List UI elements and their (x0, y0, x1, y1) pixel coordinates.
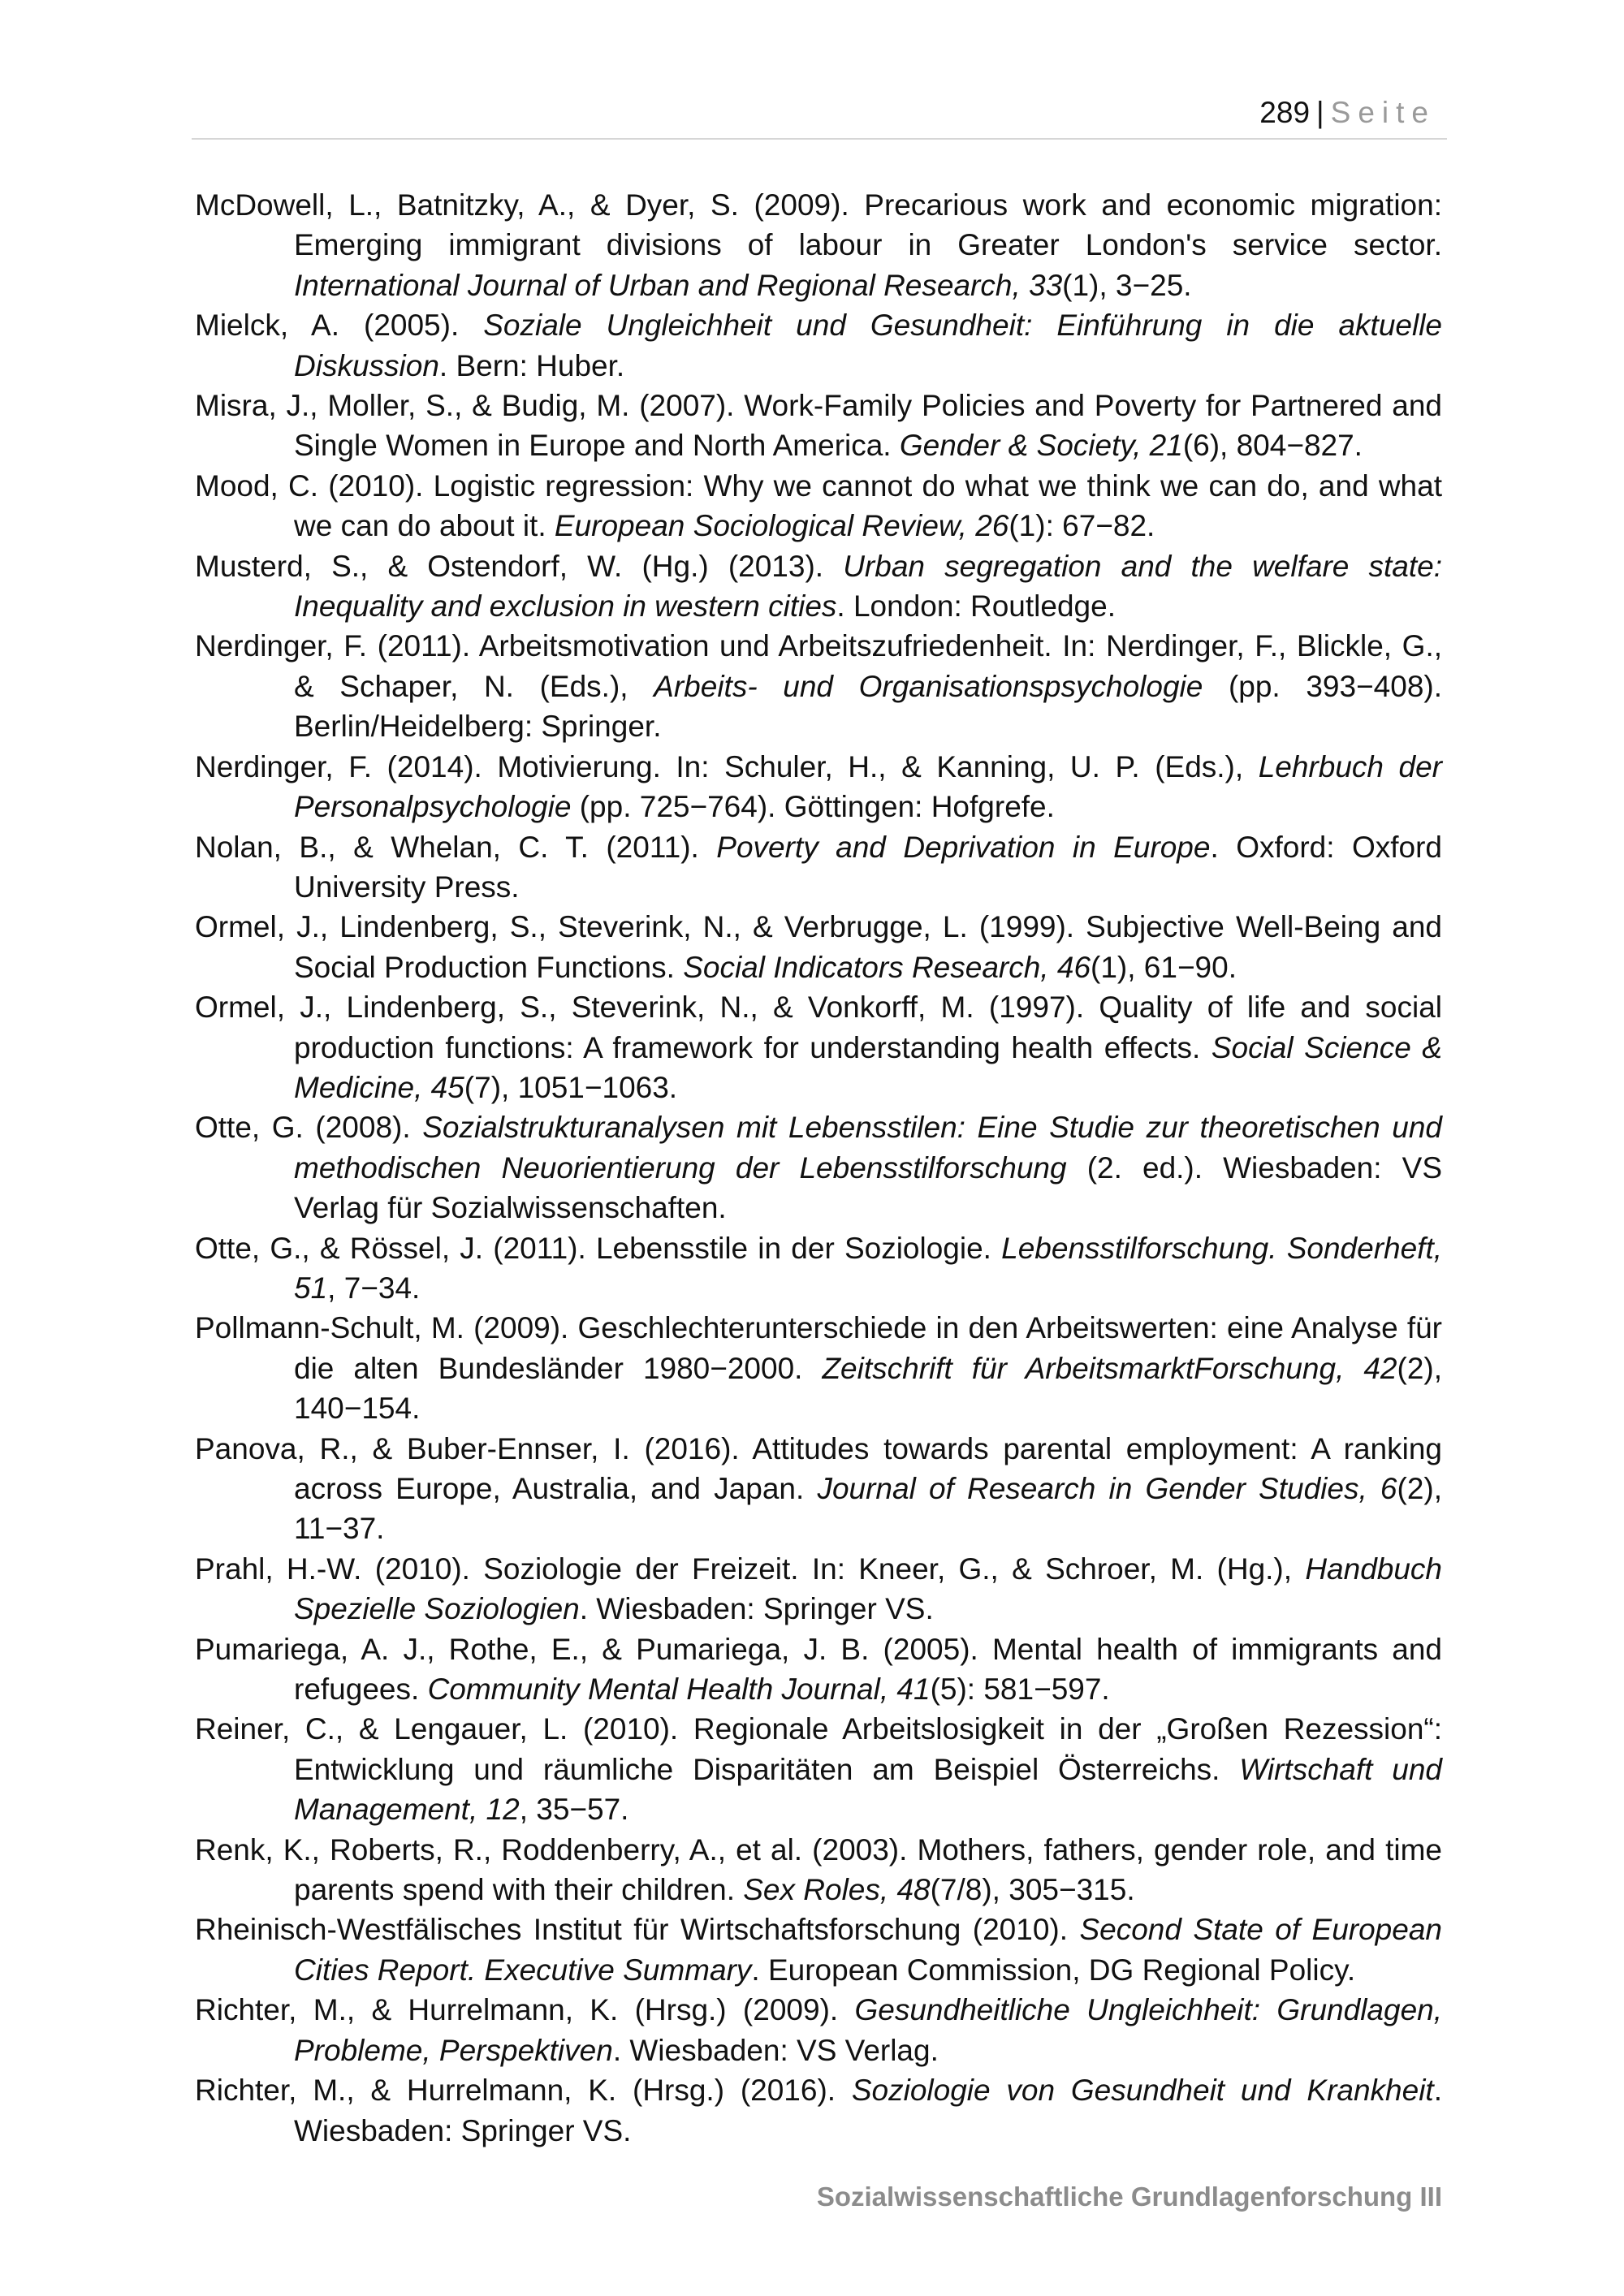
reference-suffix: (5): 581−597. (930, 1672, 1110, 1707)
reference-title: Urban segregation and the welfare state: Inequality and exclusion in western cities (294, 549, 1442, 624)
reference-text: Richter, M., & Hurrelmann, K. (Hrsg.) (2016). (195, 2074, 852, 2108)
reference-suffix: (2. ed.). Wiesbaden: VS Verlag für Sozialwissenschaften. (294, 1150, 1442, 1225)
reference-entry (195, 1709, 1442, 1829)
reference-title: Soziologie von Gesundheit und Krankheit (851, 2074, 1434, 2108)
reference-title: Handbuch Spezielle Soziologien (294, 1552, 1442, 1626)
reference-text: Prahl, H.-W. (2010). Soziologie der Freizeit. In: Kneer, G., & Schroer, M. (Hg.), (195, 1552, 1306, 1586)
reference-suffix: . Oxford: Oxford University Press. (294, 830, 1442, 904)
reference-suffix: (pp. 725−764). Göttingen: Hofgrefe. (571, 790, 1055, 824)
reference-entry (195, 1910, 1442, 1990)
reference-entry (195, 626, 1442, 746)
reference-text: Mood, C. (2010). Logistic regression: Why we cannot do what we think we can do, and what we can do about it. (195, 468, 1442, 543)
reference-entry (195, 466, 1442, 546)
reference-entry (195, 1549, 1442, 1629)
reference-text: Nerdinger, F. (2014). Motivierung. In: Schuler, H., & Kanning, U. P. (Eds.), (195, 749, 1259, 783)
page-number (1259, 94, 1436, 132)
reference-title: Wirtschaft und Management, 12 (294, 1752, 1442, 1827)
reference-entry (195, 1990, 1442, 2070)
reference-entry (195, 305, 1442, 386)
reference-title: European Sociological Review, 26 (554, 509, 1009, 543)
reference-suffix: (2), 140−154. (294, 1351, 1443, 1426)
reference-title: International Journal of Urban and Regional Research, 33 (294, 268, 1063, 302)
reference-suffix: . Wiesbaden: Springer VS. (294, 2074, 1442, 2147)
reference-text: Musterd, S., & Ostendorf, W. (Hg.) (2013). (195, 549, 844, 583)
reference-text: Otte, G., & Rössel, J. (2011). Lebensstile in der Soziologie. (195, 1231, 1002, 1265)
reference-text: Nolan, B., & Whelan, C. T. (2011). (195, 830, 717, 864)
page-header (192, 91, 1447, 140)
reference-entry (195, 2070, 1442, 2151)
reference-title: Soziale Ungleichheit und Gesundheit: Einführung in die aktuelle Diskussion (294, 309, 1442, 382)
reference-text: Pumariega, A. J., Rothe, E., & Pumariega, J. B. (2005). Mental health of immigrants and refugees. (195, 1632, 1442, 1707)
reference-suffix: (1): 67−82. (1009, 509, 1155, 543)
reference-entry (195, 1308, 1442, 1428)
reference-list (195, 185, 1442, 2151)
page-number-separator: | (1316, 96, 1324, 129)
reference-suffix: . Wiesbaden: VS Verlag. (612, 2033, 939, 2067)
reference-title: Sex Roles, 48 (743, 1873, 931, 1907)
reference-suffix: (1), 61−90. (1091, 950, 1237, 984)
reference-text: Panova, R., & Buber-Ennser, I. (2016). Attitudes towards parental employment: A ranking across Europe, Australia, and Japan. (195, 1431, 1442, 1505)
reference-text: Pollmann-Schult, M. (2009). Geschlechterunterschiede in den Arbeitswerten: eine Analyse für die alten Bundesländer 1980−2000. (195, 1311, 1442, 1385)
reference-entry (195, 386, 1442, 466)
reference-entry (195, 185, 1442, 305)
reference-title: Gesundheitliche Ungleichheit: Grundlagen, Probleme, Perspektiven (294, 1993, 1442, 2067)
page-label: Seite (1330, 96, 1436, 129)
reference-text: Rheinisch-Westfälisches Institut für Wirtschaftsforschung (2010). (195, 1913, 1080, 1947)
reference-entry (195, 546, 1442, 627)
reference-text: Richter, M., & Hurrelmann, K. (Hrsg.) (2009). (195, 1993, 855, 2027)
reference-entry (195, 1429, 1442, 1549)
reference-suffix: (pp. 393−408). Berlin/Heidelberg: Springer. (294, 669, 1442, 744)
reference-entry (195, 747, 1442, 827)
reference-title: Zeitschrift für ArbeitsmarktForschung, 42 (822, 1351, 1397, 1385)
reference-suffix: (7), 1051−1063. (464, 1070, 678, 1104)
reference-title: Gender & Society, 21 (899, 429, 1183, 463)
reference-suffix: , 35−57. (519, 1793, 629, 1827)
reference-suffix: (2), 11−37. (294, 1472, 1442, 1546)
reference-text: Mielck, A. (2005). (195, 309, 484, 343)
reference-text: Reiner, C., & Lengauer, L. (2010). Regionale Arbeitslosigkeit in der „Großen Rezession“: Entwicklung und räumliche Disparitäten am Beispiel Österreichs. (195, 1712, 1442, 1786)
reference-title: Poverty and Deprivation in Europe (716, 830, 1211, 864)
reference-text: Nerdinger, F. (2011). Arbeitsmotivation und Arbeitszufriedenheit. In: Nerdinger, F., Blickle, G., & Schaper, N. (Eds.), (195, 629, 1442, 703)
reference-entry (195, 907, 1442, 987)
reference-title: Journal of Research in Gender Studies, 6 (817, 1472, 1397, 1505)
reference-suffix: . London: Routledge. (836, 589, 1116, 624)
reference-entry (195, 827, 1442, 908)
reference-suffix: (7/8), 305−315. (930, 1873, 1135, 1907)
page-number-value: 289 (1259, 96, 1311, 129)
reference-title: Social Science & Medicine, 45 (294, 1030, 1442, 1104)
reference-title: Social Indicators Research, 46 (683, 950, 1091, 984)
reference-title: Arbeits- und Organisationspsychologie (654, 669, 1203, 703)
reference-title: Lebensstilforschung. Sonderheft, 51 (294, 1231, 1443, 1305)
reference-suffix: . Wiesbaden: Springer VS. (579, 1592, 934, 1626)
reference-text: McDowell, L., Batnitzky, A., & Dyer, S. (2009). Precarious work and economic migration: Emerging immigrant divisions of labour in Greater London's service sector. (195, 188, 1442, 262)
reference-title: Lehrbuch der Personalpsychologie (294, 749, 1442, 824)
reference-text: Otte, G. (2008). (195, 1111, 423, 1145)
reference-suffix: (6), 804−827. (1182, 429, 1363, 463)
reference-text: Renk, K., Roberts, R., Roddenberry, A., et al. (2003). Mothers, fathers, gender role, and time parents spend with their children. (195, 1832, 1442, 1907)
reference-text: Misra, J., Moller, S., & Budig, M. (2007). Work-Family Policies and Poverty for Partnered and Single Women in Europe and North America. (195, 389, 1442, 463)
reference-text: Ormel, J., Lindenberg, S., Steverink, N., & Vonkorff, M. (1997). Quality of life and social production functions: A framework for understanding health effects. (195, 990, 1442, 1064)
reference-suffix: . European Commission, DG Regional Policy. (751, 1953, 1356, 1987)
reference-title: Sozialstrukturanalysen mit Lebensstilen: Eine Studie zur theoretischen und methodischen Neuorientierung der Lebensstilforschung (294, 1111, 1442, 1185)
reference-entry (195, 1107, 1442, 1228)
reference-entry (195, 1228, 1442, 1309)
reference-text: Ormel, J., Lindenberg, S., Steverink, N., & Verbrugge, L. (1999). Subjective Well-Being and Social Production Functions. (195, 910, 1442, 984)
reference-entry (195, 987, 1442, 1107)
reference-title: Community Mental Health Journal, 41 (427, 1672, 931, 1707)
reference-suffix: , 7−34. (327, 1271, 421, 1305)
reference-entry (195, 1830, 1442, 1910)
reference-title: Second State of European Cities Report. Executive Summary (294, 1913, 1442, 1987)
page-footer: Sozialwissenschaftliche Grundlagenforschung III (816, 2182, 1442, 2212)
reference-entry (195, 1629, 1442, 1710)
reference-suffix: . Bern: Huber. (438, 348, 625, 382)
reference-suffix: (1), 3−25. (1062, 268, 1192, 302)
